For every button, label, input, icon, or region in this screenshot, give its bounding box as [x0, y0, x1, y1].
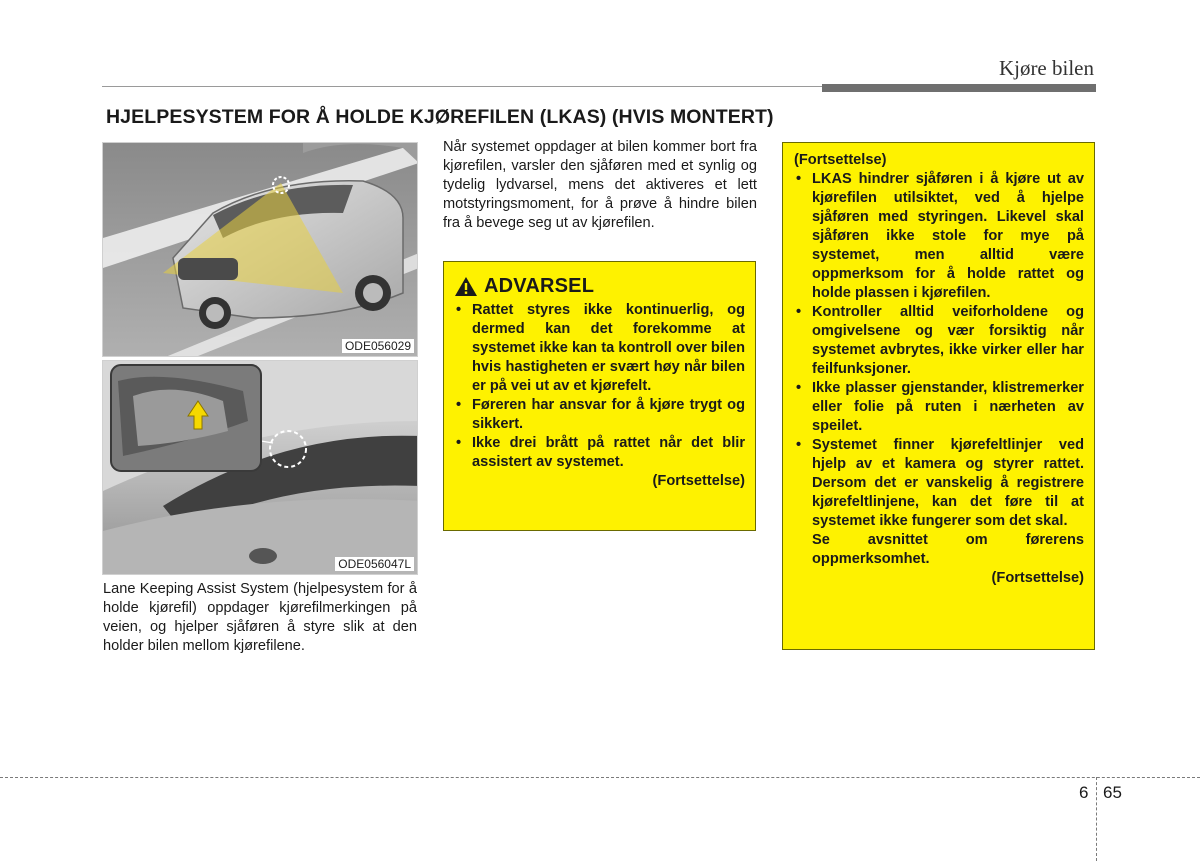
header-section-title: Kjøre bilen: [998, 56, 1094, 80]
warning-item: • Ikke drei brått på rattet når det blir assistert av systemet.: [454, 434, 745, 472]
footer-rule: [0, 777, 1200, 778]
warning-item: • Rattet styres ikke kontinuerlig, og dermed kan det forekomme at systemet ikke kan ta kontroll over bilen hvis hastigheten er svært høy når bilen er på vei ut av et kjørefelt.: [454, 301, 745, 396]
continued-list: [794, 170, 1084, 531]
continued-item: • LKAS hindrer sjåføren i å kjøre ut av kjørefilen utilsiktet, ved å hjelpe sjåføren med styringen. Likevel skal sjåføren ikke stole for mye på systemet, men alltid være oppmerksom for å holde rattet og holde plassen i kjørefilen.: [794, 170, 1084, 303]
detection-paragraph: Når systemet oppdager at bilen kommer bort fra kjørefilen, varsler den sjåføren med et synlig og tydelig lydvarsel, mens det aktiveres et lett motstyringsmoment, for å prøve å hindre bilen fra å bevege seg ut av kjørefilen.: [443, 139, 757, 231]
page-number: 65: [1103, 783, 1122, 802]
continued-note: Se avsnittet om førerens oppmerksomhet.: [812, 532, 1084, 567]
warning-heading: ADVARSEL: [484, 275, 595, 297]
continued-item: • Systemet finner kjørefeltlinjer ved hjelp av et kamera og styrer rattet. Dersom det er vanskelig å registrere kjørefeltlinjene, kan det føre til at systemet ikke fungerer som det skal.: [794, 436, 1084, 531]
warning-header: [454, 276, 745, 297]
warning-list: [454, 301, 745, 472]
continued-item: • Ikke plasser gjenstander, klistremerker eller folie på ruten i nærheten av speilet.: [794, 379, 1084, 436]
car-lane-illustration: [103, 143, 418, 357]
chapter-number: 6: [1079, 783, 1089, 802]
warning-triangle-icon: [454, 276, 478, 297]
warning-continued: (Fortsettelse): [652, 473, 745, 489]
figure-code: ODE056047L: [335, 557, 414, 571]
header-rule: [102, 86, 822, 87]
figure-windshield-camera: [102, 360, 418, 575]
continued-item: • Kontroller alltid veiforholdene og omgivelsene og vær forsiktig når systemet avbrytes, ikke virker eller har feilfunksjoner.: [794, 303, 1084, 379]
windshield-camera-illustration: [103, 361, 418, 575]
warning-box: [443, 261, 756, 531]
warning-item: • Føreren har ansvar for å kjøre trygt og sikkert.: [454, 396, 745, 434]
figure-car-lane-view: [102, 142, 418, 357]
continued-heading: (Fortsettelse): [794, 152, 887, 168]
footer-divider: [1096, 777, 1097, 861]
header-bar: [822, 84, 1096, 92]
continued-footer: (Fortsettelse): [991, 570, 1084, 586]
continued-warning-box: [782, 142, 1095, 650]
figure-code: ODE056029: [342, 339, 414, 353]
page-title: HJELPESYSTEM FOR Å HOLDE KJØREFILEN (LKAS) (HVIS MONTERT): [106, 106, 774, 128]
intro-paragraph: Lane Keeping Assist System (hjelpesystem for å holde kjørefil) oppdager kjørefilmerkingen på veien, og hjelper sjåføren å styre slik at den holder bilen mellom kjørefilene.: [103, 581, 417, 654]
